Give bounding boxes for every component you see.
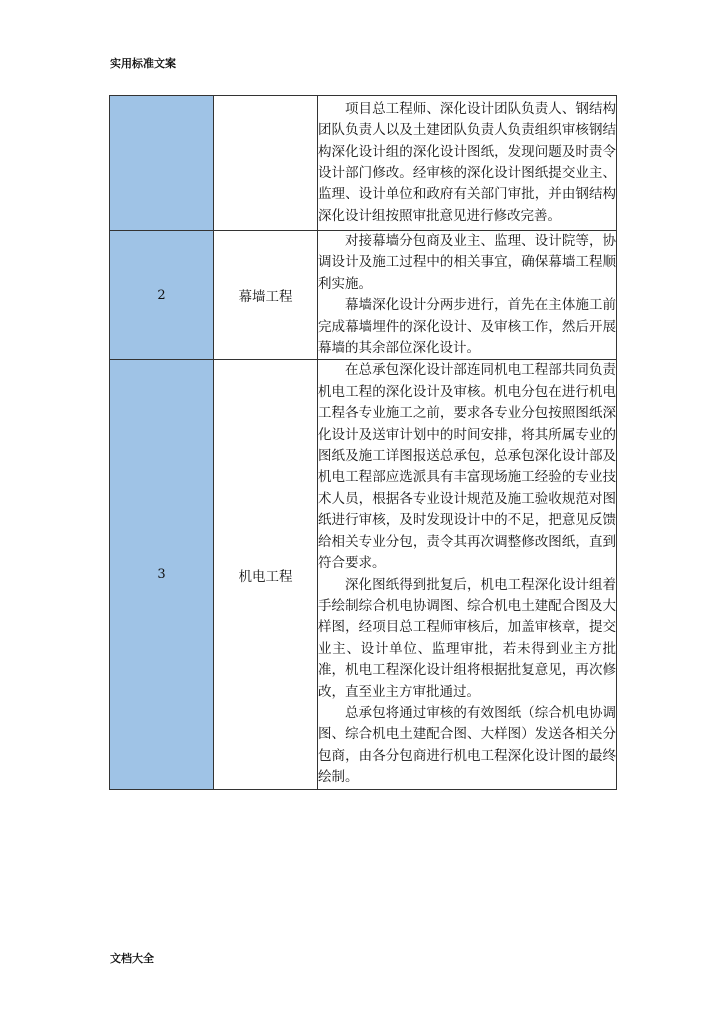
design-responsibility-table: [109, 95, 617, 790]
description-cell: [318, 96, 617, 231]
description-paragraph: 总承包将通过审核的有效图纸（综合机电协调图、综合机电土建配合图、大样图）发送各相关分包商，由各分包商进行机电工程深化设计图的最终绘制。: [318, 704, 616, 786]
blue-shaded-cell: [110, 96, 214, 231]
description-cell: [318, 360, 617, 789]
item-name-cell: 幕墙工程: [214, 231, 318, 360]
table-row: [110, 96, 617, 231]
description-paragraph: 在总承包深化设计部连同机电工程部共同负责机电工程的深化设计及审核。机电分包在进行机电工程各专业施工之前，要求各专业分包按照图纸深化设计及送审计划中的时间安排，将其所属专业的图纸及施工详图报送总承包，总承包深化设计部及机电工程部应选派具有丰富现场施工经验的专业技术人员，根据各专业设计规范及施工验收规范对图纸进行审核，及时发现设计中的不足，把意见反馈给相关专业分包，责令其再次调整修改图纸，直到符合要求。: [318, 362, 616, 572]
description-paragraph: 深化图纸得到批复后，机电工程深化设计组着手绘制综合机电协调图、综合机电土建配合图及大样图，经项目总工程师审核后，加盖审核章，提交业主、设计单位、监理审批，若未得到业主方批准，机电工程深化设计组将根据批复意见，再次修改，直至业主方审批通过。: [318, 576, 616, 700]
description-paragraph: 项目总工程师、深化设计团队负责人、钢结构团队负责人以及土建团队负责人负责组织审核钢结构深化设计组的深化设计图纸，发现问题及时责令设计部门修改。经审核的深化设计图纸提交业主、监理、设计单位和政府有关部门审批，并由钢结构深化设计组按照审批意见进行修改完善。: [318, 100, 616, 224]
description-paragraph: 对接幕墙分包商及业主、监理、设计院等，协调设计及施工过程中的相关事宜，确保幕墙工程顺利实施。: [318, 233, 616, 292]
item-number-cell: 3: [110, 360, 214, 789]
description-cell: [318, 231, 617, 360]
table-row: [110, 360, 617, 789]
item-name-cell: [214, 96, 318, 231]
table-row: [110, 231, 617, 360]
page-footer: 文档大全: [110, 952, 154, 965]
page-header: 实用标准文案: [110, 57, 176, 70]
item-number-cell: 2: [110, 231, 214, 360]
item-name-cell: 机电工程: [214, 360, 318, 789]
description-paragraph: 幕墙深化设计分两步进行，首先在主体施工前完成幕墙埋件的深化设计、及审核工作，然后开展幕墙的其余部位深化设计。: [318, 297, 616, 357]
